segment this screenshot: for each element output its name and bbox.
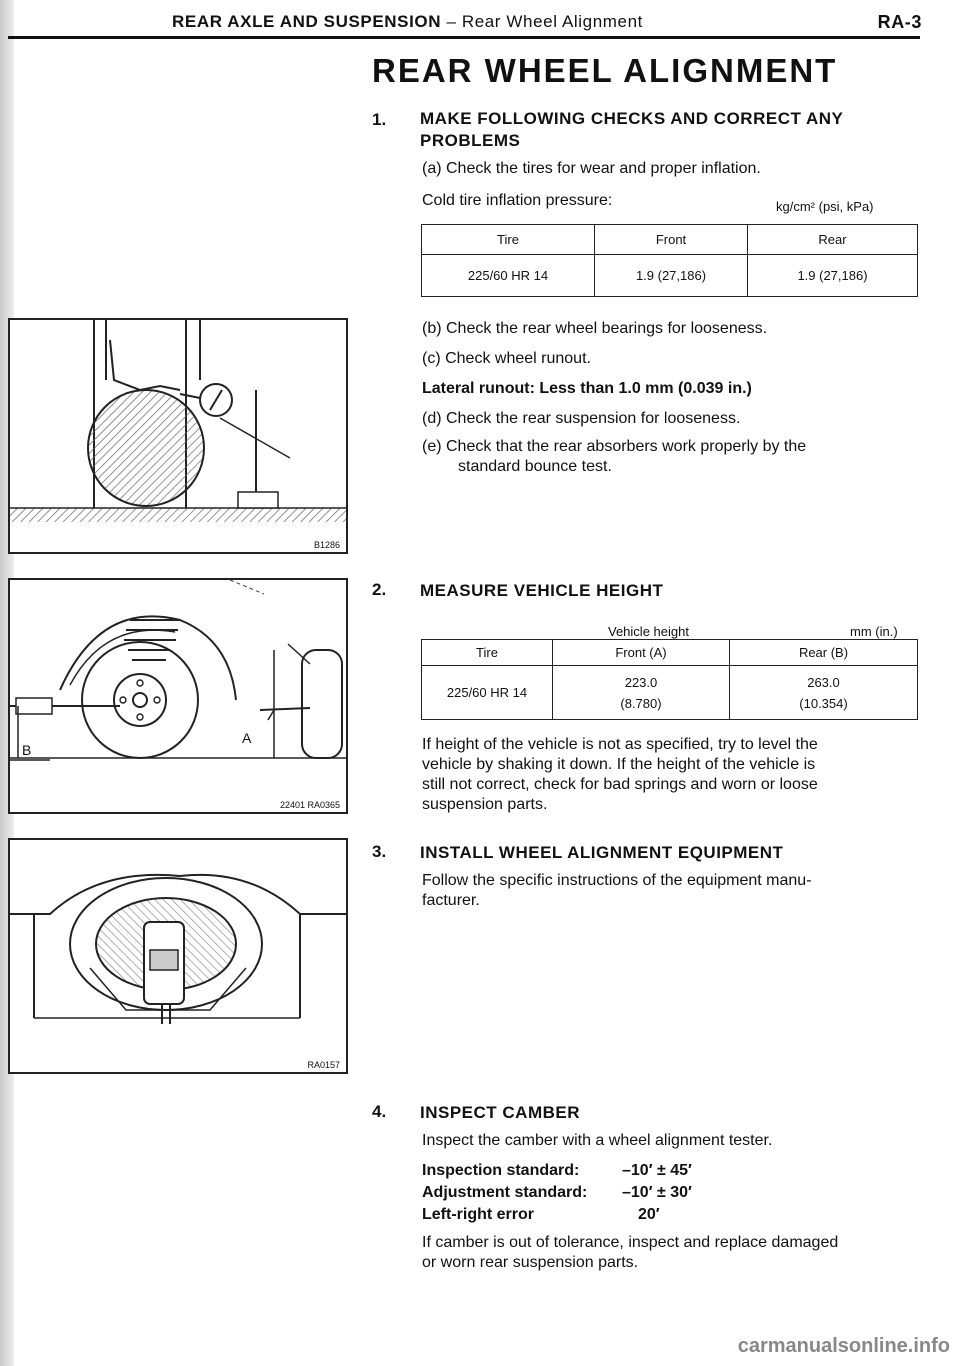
figure-vehicle-height — [8, 578, 348, 814]
vehicle-height-table-title: Vehicle height — [608, 624, 689, 639]
step2-para-line2: vehicle by shaking it down. If the height of the vehicle is — [422, 756, 816, 773]
figure-code: RA0157 — [304, 1060, 343, 1070]
header-cell: Rear (B) — [730, 640, 918, 666]
lateral-runout-spec: Lateral runout: Less than 1.0 mm (0.039 in.) — [422, 380, 752, 397]
step1-item-d: (d) Check the rear suspension for looseness. — [422, 410, 741, 427]
table-cell: 225/60 HR 14 — [422, 666, 553, 720]
step3-number: 3. — [372, 842, 387, 861]
step2-heading: MEASURE VEHICLE HEIGHT — [420, 581, 664, 600]
header-cell: Rear — [748, 225, 918, 255]
rear-height-mm: 263.0 — [807, 674, 840, 690]
camber-spec-label: Inspection standard: — [422, 1162, 580, 1179]
front-height-mm: 223.0 — [624, 674, 658, 690]
label-b: B — [22, 742, 32, 758]
step4-line1: Inspect the camber with a wheel alignment tester. — [422, 1132, 773, 1149]
step1-item-e-line2: standard bounce test. — [458, 458, 612, 475]
runout-illustration — [10, 320, 346, 552]
step3-para-line1: Follow the specific instructions of the equipment manu- — [422, 872, 812, 889]
step1-item-e-line1: (e) Check that the rear absorbers work properly by the — [422, 438, 807, 455]
table-cell: 225/60 HR 14 — [422, 255, 595, 297]
figure-code: 22401 RA0365 — [277, 800, 343, 810]
step2-number: 2. — [372, 580, 387, 599]
header-cell: Front (A) — [553, 640, 730, 666]
table-cell — [730, 666, 918, 720]
step4-para-line2: or worn rear suspension parts. — [422, 1254, 639, 1271]
step2-para-line1: If height of the vehicle is not as specified, try to level the — [422, 736, 818, 753]
table-header-row — [422, 640, 918, 666]
step1-heading-line2: PROBLEMS — [420, 131, 521, 150]
camber-spec-label: Adjustment standard: — [422, 1184, 588, 1201]
header-section: REAR AXLE AND SUSPENSION — [172, 12, 442, 31]
cold-pressure-label: Cold tire inflation pressure: — [422, 192, 613, 209]
header-cell: Tire — [422, 225, 595, 255]
step1-item-c: (c) Check wheel runout. — [422, 350, 591, 367]
step4-heading: INSPECT CAMBER — [420, 1103, 581, 1122]
header-cell: Front — [595, 225, 748, 255]
header-cell: Tire — [422, 640, 553, 666]
cold-pressure-unit: kg/cm² (psi, kPa) — [776, 199, 874, 214]
rear-height-in: (10.354) — [799, 695, 848, 711]
figure-runout-dial-indicator — [8, 318, 348, 554]
front-height-in: (8.780) — [620, 695, 662, 711]
camber-spec-value: –10′ ± 30′ — [622, 1184, 692, 1201]
step2-para-line3: still not correct, check for bad springs and worn or loose — [422, 776, 818, 793]
table-cell — [553, 666, 730, 720]
figure-alignment-equipment — [8, 838, 348, 1074]
step1-heading-line1: MAKE FOLLOWING CHECKS AND CORRECT ANY — [420, 109, 844, 128]
step4-para-line1: If camber is out of tolerance, inspect and replace damaged — [422, 1234, 839, 1251]
header-rule — [8, 36, 920, 39]
alignment-equipment-illustration — [10, 840, 346, 1072]
header-subsection: – Rear Wheel Alignment — [441, 12, 643, 31]
step4-number: 4. — [372, 1102, 387, 1121]
step1-item-b: (b) Check the rear wheel bearings for looseness. — [422, 320, 768, 337]
table-header-row — [422, 225, 918, 255]
label-a: A — [242, 730, 252, 746]
page-title: REAR WHEEL ALIGNMENT — [372, 52, 838, 89]
vehicle-height-illustration — [10, 580, 346, 812]
vehicle-height-table — [421, 639, 918, 720]
camber-spec-value: –10′ ± 45′ — [622, 1162, 692, 1179]
camber-spec-value: 20′ — [638, 1206, 660, 1223]
page-number: RA-3 — [877, 12, 922, 32]
figure-code: B1286 — [311, 540, 343, 550]
step3-para-line2: facturer. — [422, 892, 480, 909]
watermark: carmanualsonline.info — [737, 1335, 950, 1357]
table-row — [422, 666, 918, 720]
tire-pressure-table — [421, 224, 918, 297]
step3-heading: INSTALL WHEEL ALIGNMENT EQUIPMENT — [420, 843, 784, 862]
table-cell: 1.9 (27,186) — [595, 255, 748, 297]
table-cell: 1.9 (27,186) — [748, 255, 918, 297]
camber-spec-label: Left-right error — [422, 1206, 534, 1223]
running-header — [172, 6, 922, 36]
table-row — [422, 255, 918, 297]
step1-number: 1. — [372, 110, 387, 129]
vehicle-height-table-unit: mm (in.) — [850, 624, 898, 639]
step2-para-line4: suspension parts. — [422, 796, 548, 813]
step1-item-a: (a) Check the tires for wear and proper inflation. — [422, 160, 761, 177]
